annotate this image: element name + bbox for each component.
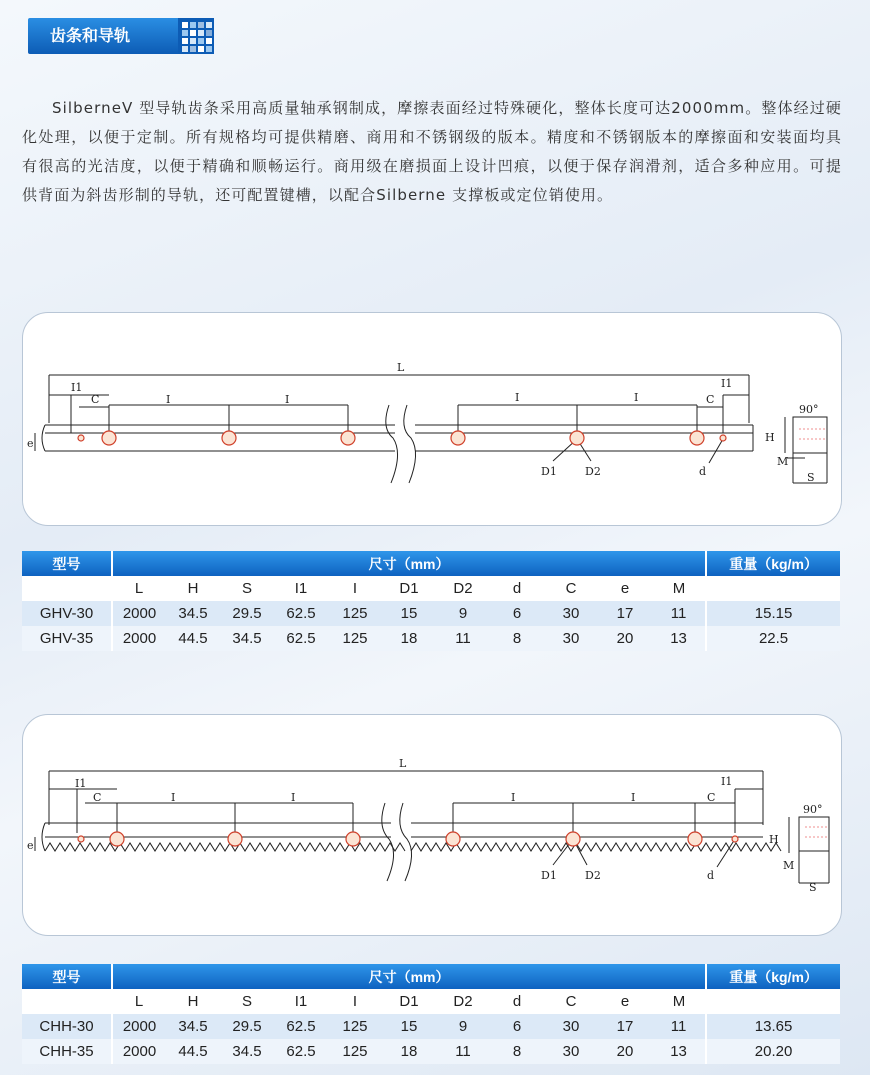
label-L: L <box>399 757 407 770</box>
header-weight: 重量（kg/m） <box>706 964 840 989</box>
table-row: GHV-30 2000 34.5 29.5 62.5 125 15 9 6 30 17 11 15.15 <box>22 601 840 626</box>
label-H: H <box>769 833 779 846</box>
label-I1-right: I1 <box>721 377 733 390</box>
header-dims: 尺寸（mm） <box>112 551 706 576</box>
label-C-left: C <box>91 393 100 406</box>
col-I1: I1 <box>274 989 328 1014</box>
label-M: M <box>783 859 795 872</box>
col-S: S <box>220 989 274 1014</box>
label-H: H <box>765 431 775 444</box>
header-model: 型号 <box>22 964 112 989</box>
label-M: M <box>777 455 789 468</box>
header-model: 型号 <box>22 551 112 576</box>
label-C-left: C <box>93 791 102 804</box>
table-row: GHV-35 2000 44.5 34.5 62.5 125 18 11 8 30 20 13 22.5 <box>22 626 840 651</box>
label-S: S <box>807 471 815 484</box>
label-I-2: I <box>285 393 290 406</box>
label-D1: D1 <box>541 869 557 882</box>
label-I1-left: I1 <box>75 777 87 790</box>
label-C-right: C <box>707 791 716 804</box>
label-e: e <box>27 437 34 450</box>
col-M: M <box>652 576 706 601</box>
label-D1: D1 <box>541 465 557 478</box>
col-D2: D2 <box>436 989 490 1014</box>
label-I-4: I <box>634 391 639 404</box>
col-M: M <box>652 989 706 1014</box>
table-row: CHH-30 2000 34.5 29.5 62.5 125 15 9 6 30 17 11 13.65 <box>22 1014 840 1039</box>
label-D2: D2 <box>585 465 601 478</box>
col-H: H <box>166 989 220 1014</box>
col-e: e <box>598 989 652 1014</box>
column-headers <box>22 989 840 1014</box>
col-D1: D1 <box>382 989 436 1014</box>
col-e: e <box>598 576 652 601</box>
title-decoration-icon <box>178 18 214 54</box>
col-L: L <box>112 989 166 1014</box>
label-I-3: I <box>515 391 520 404</box>
label-e: e <box>27 839 34 852</box>
col-I1: I1 <box>274 576 328 601</box>
col-I: I <box>328 576 382 601</box>
col-D1: D1 <box>382 576 436 601</box>
col-H: H <box>166 576 220 601</box>
label-d: d <box>707 869 715 882</box>
label-I-3: I <box>511 791 516 804</box>
col-C: C <box>544 989 598 1014</box>
rail-drawing-ghv <box>22 312 842 526</box>
col-S: S <box>220 576 274 601</box>
intro-text: SilberneV 型导轨齿条采用高质量轴承钢制成，摩擦表面经过特殊硬化，整体长度可达2000mm。整体经过硬化处理，以便于定制。所有规格均可提供精磨、商用和不锈钢级的版本。精度和不锈钢版本的摩擦面和安装面均具有很高的光洁度，以便于精确和顺畅运行。商用级在磨损面上设计凹痕，以便于保存润滑剂，适合多种应用。可提供背面为斜齿形制的导轨，还可配置键槽，以配合Silberne 支撑板或定位销使用。 <box>22 99 842 204</box>
label-C-right: C <box>706 393 715 406</box>
spec-table-ghv <box>22 551 840 651</box>
col-I: I <box>328 989 382 1014</box>
label-angle: 90° <box>799 403 819 416</box>
label-I1-right: I1 <box>721 775 733 788</box>
col-d: d <box>490 989 544 1014</box>
label-I-1: I <box>171 791 176 804</box>
col-L: L <box>112 576 166 601</box>
header-dims: 尺寸（mm） <box>112 964 706 989</box>
label-I-1: I <box>166 393 171 406</box>
label-S: S <box>809 881 817 894</box>
label-L: L <box>397 361 405 374</box>
label-D2: D2 <box>585 869 601 882</box>
section-title: 齿条和导轨 <box>28 18 183 54</box>
label-angle: 90° <box>803 803 823 816</box>
label-d: d <box>699 465 707 478</box>
col-d: d <box>490 576 544 601</box>
col-D2: D2 <box>436 576 490 601</box>
rack-drawing-chh <box>22 714 842 936</box>
spec-table-chh <box>22 964 840 1064</box>
table-row: CHH-35 2000 44.5 34.5 62.5 125 18 11 8 30 20 13 20.20 <box>22 1039 840 1064</box>
header-weight: 重量（kg/m） <box>706 551 840 576</box>
column-headers <box>22 576 840 601</box>
label-I1-left: I1 <box>71 381 83 394</box>
col-C: C <box>544 576 598 601</box>
label-I-2: I <box>291 791 296 804</box>
label-I-4: I <box>631 791 636 804</box>
